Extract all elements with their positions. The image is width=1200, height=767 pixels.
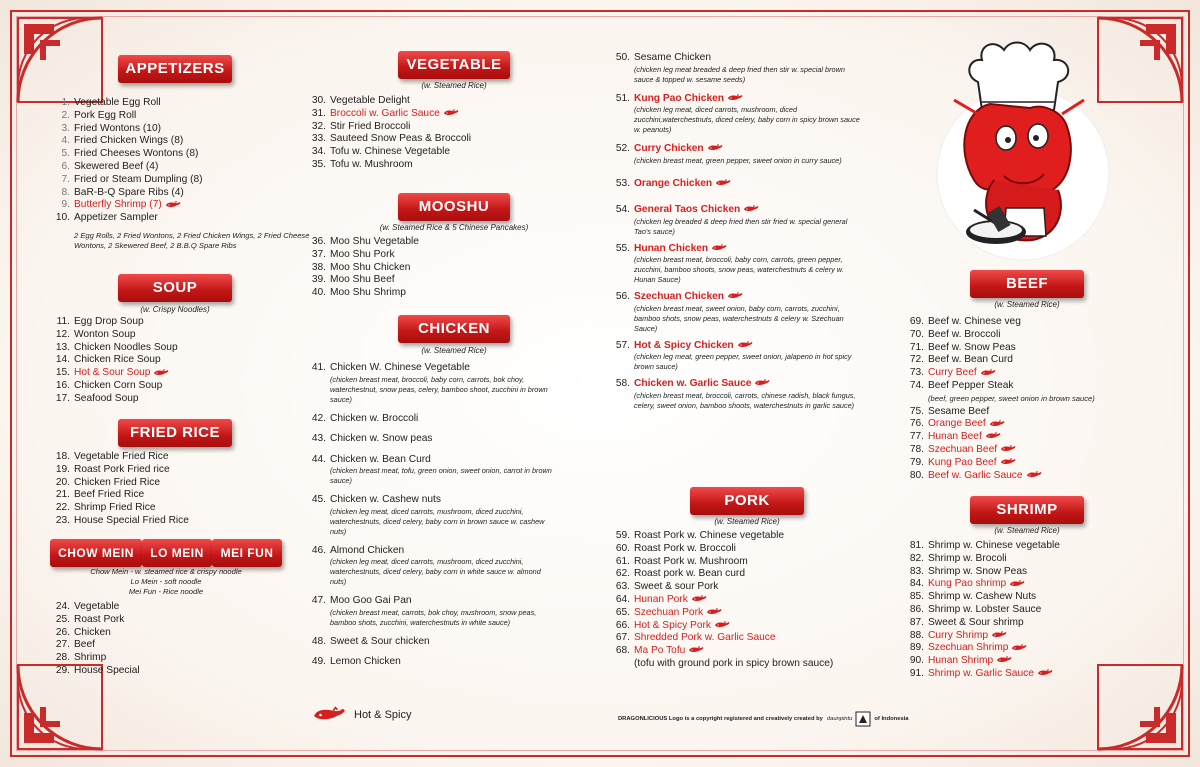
- list-item: 40. Moo Shu Shrimp: [311, 287, 406, 299]
- list-item: 46. Almond Chicken (chicken leg meat, diced carrots, mushroom, diced zucchini, waterchestnuts, diced celery, baby corn in white sauce w. almond nuts): [311, 544, 541, 586]
- list-item: 58. Chicken w. Garlic Sauce (chicken breast meat, broccoli, carrots, chinese radish, black fungus, celery, sweet onion, bamboo shoots, waterchestnuts in garlic sauce): [615, 378, 856, 410]
- chicken-list-2: [612, 52, 872, 411]
- list-item: 16. Chicken Corn Soup: [55, 379, 163, 391]
- pepper-steak-description: (beef, green pepper, sweet onion in brown sauce): [928, 393, 1095, 403]
- chili-icon: [727, 292, 743, 300]
- list-item: 34. Tofu w. Chinese Vegetable: [311, 146, 451, 158]
- chili-icon: [714, 621, 730, 629]
- list-item: [906, 393, 1095, 406]
- list-item: 7. Fried or Steam Dumpling (8): [61, 173, 203, 185]
- list-item: 65. Szechuan Pork: [612, 607, 833, 620]
- list-item: 5. Fried Cheeses Wontons (8): [61, 148, 199, 160]
- dragon-chef-illustration: [934, 40, 1112, 268]
- mooshu-list: [308, 236, 419, 300]
- list-item: 88. Curry Shrimp: [906, 630, 1060, 643]
- pork-list: [612, 530, 833, 671]
- list-item: 75. Sesame Beef: [909, 405, 990, 417]
- list-item: 59. Roast Pork w. Chinese vegetable: [615, 530, 785, 541]
- list-item: 20. Chicken Fried Rice: [55, 476, 161, 488]
- list-item: 77. Hunan Beef: [906, 431, 1095, 444]
- corner-ornament: [1094, 661, 1186, 753]
- list-item: 43. Chicken w. Snow peas: [311, 433, 433, 444]
- list-item: 55. Hunan Chicken (chicken breast meat, broccoli, baby corn, carrots, green pepper, zucchini, bamboo shoots, snow peas, waterchestnuts & celery w. Hunan Sauce): [615, 242, 844, 284]
- copyright-text: DRAGONLICIOUS Logo is a copyright registered and creatively created by: [618, 716, 823, 722]
- list-item: 90. Hunan Shrimp: [906, 655, 1060, 668]
- list-item: 8. BaR-B-Q Spare Ribs (4): [61, 186, 184, 198]
- list-item: 76. Orange Beef: [906, 418, 1095, 431]
- beef-subtitle: (w. Steamed Rice): [994, 300, 1060, 309]
- soup-list: [52, 316, 178, 406]
- list-item: 62. Roast pork w. Bean curd: [615, 568, 745, 580]
- list-item: 50. Sesame Chicken (chicken leg meat breaded & deep fried then stir w. special brown sauce & topped w. sesame seeds): [615, 52, 845, 84]
- list-item: 38. Moo Shu Chicken: [311, 261, 411, 273]
- list-item: 31. Broccoli w. Garlic Sauce: [308, 108, 471, 121]
- list-item: 69. Beef w. Chinese veg: [909, 316, 1021, 327]
- list-item: 41. Chicken W. Chinese Vegetable (chicken breast meat, broccoli, baby corn, carrots, bok choy, waterchestnut, snow peas, celery, bamboo shoot, zucchini in brown sauce): [311, 362, 548, 404]
- vegetable-subtitle: (w. Steamed Rice): [421, 81, 487, 90]
- list-item: 78. Szechuan Beef: [906, 444, 1095, 457]
- list-item: 81. Shrimp w. Chinese vegetable: [909, 540, 1060, 551]
- chili-icon: [1009, 580, 1025, 588]
- list-item: 1. Vegetable Egg Roll: [61, 97, 161, 108]
- chili-icon: [727, 94, 743, 102]
- list-item: 49. Lemon Chicken: [311, 656, 401, 667]
- chicken-heading: CHICKEN: [398, 315, 510, 343]
- chili-icon: [153, 369, 169, 377]
- vegetable-heading: VEGETABLE: [398, 51, 510, 79]
- lo-mein-heading: LO MEIN: [142, 539, 212, 567]
- list-item: 3. Fried Wontons (10): [61, 122, 162, 134]
- list-item: 73. Curry Beef: [906, 367, 1095, 380]
- chili-icon: [711, 244, 727, 252]
- chili-icon: [737, 341, 753, 349]
- list-item: 28. Shrimp: [55, 652, 107, 664]
- list-item: 89. Szechuan Shrimp: [906, 642, 1060, 655]
- list-item: 87. Sweet & Sour shrimp: [909, 616, 1024, 628]
- appetizers-list: [52, 97, 203, 225]
- shrimp-heading: SHRIMP: [970, 496, 1084, 524]
- list-item: 52. Curry Chicken (chicken breast meat, green pepper, sweet onion in curry sauce): [615, 143, 842, 165]
- list-item: 14. Chicken Rice Soup: [55, 354, 161, 366]
- list-item: [612, 658, 833, 671]
- beef-heading: BEEF: [970, 270, 1084, 298]
- chili-icon: [1000, 458, 1016, 466]
- list-item: 10. Appetizer Sampler: [55, 212, 158, 224]
- list-item: 17. Seafood Soup: [55, 392, 139, 404]
- list-item: 51. Kung Pao Chicken (chicken leg meat, diced carrots, mushroom, diced zucchini,waterchestnuts, diced celery, baby corn in spicy brown sauce w. peanuts): [615, 92, 860, 134]
- chili-icon: [996, 656, 1012, 664]
- list-item: 64. Hunan Pork: [612, 594, 833, 607]
- list-item: 80. Beef w. Garlic Sauce: [906, 470, 1095, 483]
- shrimp-subtitle: (w. Steamed Rice): [994, 526, 1060, 535]
- list-item: 22. Shrimp Fried Rice: [55, 502, 156, 514]
- list-item: 44. Chicken w. Bean Curd (chicken breast meat, tofu, green onion, sweet onion, carrot in brown sauce): [311, 453, 552, 485]
- list-item: 4. Fried Chicken Wings (8): [61, 135, 184, 147]
- brand-name: daunpintu: [826, 716, 853, 722]
- corner-ornament: [14, 14, 106, 106]
- chili-icon: [691, 595, 707, 603]
- chili-icon: [989, 420, 1005, 428]
- noodle-notes: [50, 567, 282, 597]
- list-item: 15. Hot & Sour Soup: [52, 367, 178, 380]
- pork-heading: PORK: [690, 487, 804, 515]
- list-item: 18. Vegetable Fried Rice: [55, 451, 169, 462]
- list-item: 25. Roast Pork: [55, 613, 125, 625]
- list-item: 63. Sweet & sour Pork: [615, 581, 719, 593]
- chili-icon: [688, 646, 704, 654]
- lo-mein-note: Lo Mein - soft noodle: [130, 577, 202, 586]
- list-item: 2. Pork Egg Roll: [61, 109, 137, 121]
- list-item: 61. Roast Pork w. Mushroom: [615, 555, 748, 567]
- vegetable-list: [308, 95, 471, 172]
- list-item: 24. Vegetable: [55, 601, 120, 612]
- list-item: 83. Shrimp w. Snow Peas: [909, 565, 1028, 577]
- chili-icon: [1000, 445, 1016, 453]
- soup-subtitle: (w. Crispy Noodles): [140, 305, 210, 314]
- list-item: 36. Moo Shu Vegetable: [311, 236, 419, 247]
- chili-icon: [743, 205, 759, 213]
- chili-icon: [754, 379, 770, 387]
- mei-fun-heading: MEI FUN: [212, 539, 282, 567]
- pork-subtitle: (w. Steamed Rice): [714, 517, 780, 526]
- copyright-notice: [618, 711, 909, 727]
- list-item: 47. Moo Goo Gai Pan (chicken breast meat, carrots, bok choy, mushroom, snow peas, bamboo shots, zucchini, waterchestnuts in white sauce): [311, 595, 537, 627]
- mooshu-heading: MOOSHU: [398, 193, 510, 221]
- noodles-list: [52, 601, 140, 678]
- chili-icon: [715, 179, 731, 187]
- chili-icon: [707, 144, 723, 152]
- list-item: 19. Roast Pork Fried rice: [55, 463, 170, 475]
- list-item: 23. House Special Fried Rice: [55, 514, 189, 526]
- list-item: 13. Chicken Noodles Soup: [55, 341, 178, 353]
- list-item: 32. Stir Fried Broccoli: [311, 120, 411, 132]
- mapo-tofu-description: (tofu with ground pork in spicy brown sauce): [634, 657, 834, 669]
- fried-rice-list: [52, 451, 189, 528]
- chili-icon: [1037, 669, 1053, 677]
- list-item: 56. Szechuan Chicken (chicken breast meat, sweet onion, baby corn, carrots, zucchini, bamboo shots, snow peas, waterchestnuts & celery w. Szechuan Sauce): [615, 291, 844, 333]
- beef-list: [906, 316, 1095, 482]
- hot-spicy-label: Hot & Spicy: [354, 709, 412, 721]
- brand-logo-icon: [855, 711, 871, 727]
- list-item: 29. House Special: [55, 664, 140, 676]
- list-item: 45. Chicken w. Cashew nuts (chicken leg meat, diced carrots, mushroom, diced zucchini, waterchestnuts, diced celery, baby corn in brown sauce w. cashew nuts): [311, 494, 545, 536]
- soup-heading: SOUP: [118, 274, 232, 302]
- hot-spicy-legend: [312, 706, 411, 724]
- list-item: 68. Ma Po Tofu: [612, 645, 833, 658]
- mei-fun-note: Mei Fun - Rice noodle: [128, 587, 204, 596]
- list-item: 39. Moo Shu Beef: [311, 274, 395, 286]
- chow-mein-note: Chow Mein - w. steamed rice & crispy noodle: [90, 567, 242, 576]
- list-item: 53. Orange Chicken: [612, 178, 872, 191]
- list-item: 86. Shrimp w. Lobster Sauce: [909, 603, 1042, 615]
- appetizers-heading: APPETIZERS: [118, 55, 232, 83]
- list-item: 27. Beef: [55, 639, 95, 651]
- list-item: 85. Shrimp w. Cashew Nuts: [909, 591, 1037, 603]
- list-item: 42. Chicken w. Broccoli: [311, 412, 419, 424]
- chicken-subtitle: (w. Steamed Rice): [421, 346, 487, 355]
- chili-icon: [991, 631, 1007, 639]
- list-item: 74. Beef Pepper Steak: [909, 379, 1014, 391]
- chili-icon: [1026, 471, 1042, 479]
- list-item: 71. Beef w. Snow Peas: [909, 341, 1016, 353]
- list-item: 66. Hot & Spicy Pork: [612, 620, 833, 633]
- chili-icon: [165, 201, 181, 209]
- list-item: 6. Skewered Beef (4): [61, 160, 159, 172]
- list-item: 54. General Taos Chicken (chicken leg breaded & deep fried then stir fried w. special general Tao's sauce): [615, 204, 848, 236]
- list-item: 79. Kung Pao Beef: [906, 457, 1095, 470]
- list-item: 57. Hot & Spicy Chicken (chicken leg meat, green pepper, sweet onion, jalapeno in hot spicy brown sauce): [615, 339, 852, 371]
- list-item: 91. Shrimp w. Garlic Sauce: [906, 668, 1060, 681]
- list-item: 35. Tofu w. Mushroom: [311, 158, 413, 170]
- fried-rice-heading: FRIED RICE: [118, 419, 232, 447]
- chow-mein-heading: CHOW MEIN: [50, 539, 142, 567]
- list-item: 33. Sauteed Snow Peas & Broccoli: [311, 133, 472, 145]
- sampler-description: 2 Egg Rolls, 2 Fried Wontons, 2 Fried Chicken Wings, 2 Fried Cheese Wontons, 2 Skewered Beef, 2 B.B.Q Spare Ribs: [74, 231, 310, 250]
- list-item: 11. Egg Drop Soup: [56, 316, 144, 327]
- chili-icon: [312, 706, 346, 724]
- chili-icon: [443, 109, 459, 117]
- list-item: 72. Beef w. Bean Curd: [909, 354, 1013, 366]
- list-item: 82. Shrimp w. Brocoli: [909, 552, 1007, 564]
- chili-icon: [985, 432, 1001, 440]
- list-item: 60. Roast Pork w. Broccoli: [615, 542, 736, 554]
- list-item: 30. Vegetable Delight: [311, 95, 410, 106]
- shrimp-list: [906, 540, 1060, 681]
- chicken-list-1: [308, 362, 568, 669]
- mooshu-subtitle: (w. Steamed Rice & 5 Chinese Pancakes): [379, 223, 529, 232]
- list-item: 26. Chicken: [55, 626, 111, 638]
- list-item: 37. Moo Shu Pork: [311, 248, 395, 260]
- chili-icon: [706, 608, 722, 616]
- brand-tail: of Indonesia: [874, 716, 909, 722]
- list-item: 70. Beef w. Broccoli: [909, 328, 1001, 340]
- list-item: 21. Beef Fried Rice: [55, 489, 145, 501]
- list-item: 12. Wonton Soup: [55, 328, 136, 340]
- list-item: 9. Butterfly Shrimp (7): [52, 199, 203, 212]
- list-item: 67. Shredded Pork w. Garlic Sauce: [615, 632, 776, 644]
- chili-icon: [980, 369, 996, 377]
- list-item: 48. Sweet & Sour chicken: [311, 635, 430, 647]
- list-item: 84. Kung Pao shrimp: [906, 578, 1060, 591]
- chili-icon: [1011, 644, 1027, 652]
